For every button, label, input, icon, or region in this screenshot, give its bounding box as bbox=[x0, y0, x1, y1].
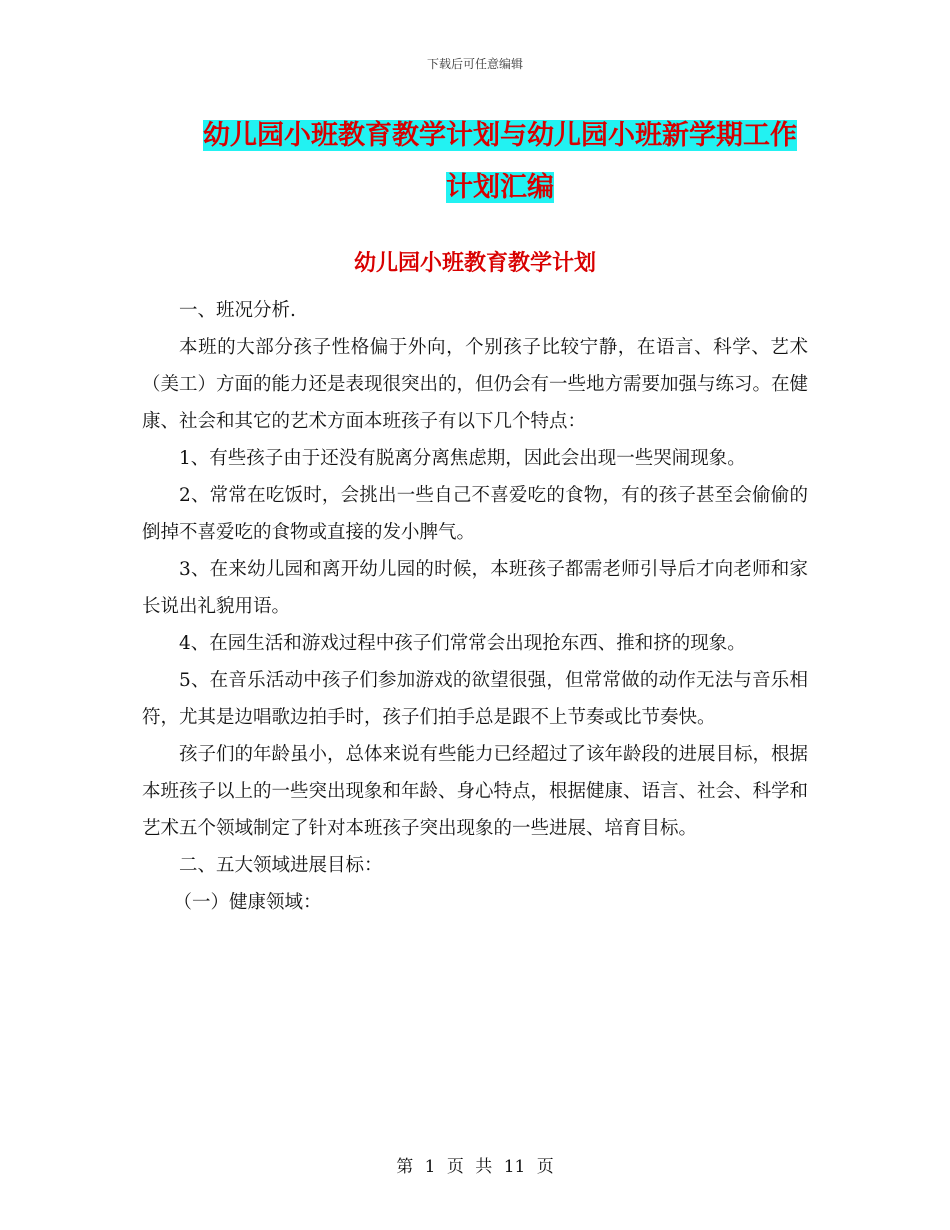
paragraph-trait-2: 2、常常在吃饭时，会挑出一些自己不喜爱吃的食物，有的孩子甚至会偷偷的倒掉不喜爱吃的食物或直接的发小脾气。 bbox=[142, 485, 808, 543]
section-title: 幼儿园小班教育教学计划 bbox=[353, 251, 596, 276]
paragraph-class-overview: 本班的大部分孩子性格偏于外向，个别孩子比较宁静，在语言、科学、艺术（美工）方面的能力还是表现很突出的，但仍会有一些地方需要加强与练习。在健康、社会和其它的艺术方面本班孩子有以下几个特点： bbox=[142, 337, 809, 432]
document-title bbox=[190, 110, 810, 214]
paragraph-summary: 孩子们的年龄虽小，总体来说有些能力已经超过了该年龄段的进展目标，根据本班孩子以上的一些突出现象和年龄、身心特点，根据健康、语言、社会、科学和艺术五个领域制定了针对本班孩子突出现象的一些进展、培育目标。 bbox=[142, 744, 809, 839]
paragraph-health-domain-heading: （一）健康领域： bbox=[173, 892, 322, 913]
paragraph-trait-1: 1、有些孩子由于还没有脱离分离焦虑期，因此会出现一些哭闹现象。 bbox=[179, 448, 746, 469]
page-number-footer: 第 1 页 共 11 页 bbox=[396, 1157, 554, 1177]
paragraph-trait-4: 4、在园生活和游戏过程中孩子们常常会出现抢东西、推和挤的现象。 bbox=[179, 633, 746, 654]
paragraph-goals-heading: 二、五大领域进展目标： bbox=[179, 855, 383, 876]
paragraph-trait-5: 5、在音乐活动中孩子们参加游戏的欲望很强，但常常做的动作无法与音乐相符，尤其是边唱歌边拍手时，孩子们拍手总是跟不上节奏或比节奏快。 bbox=[142, 670, 808, 728]
document-body bbox=[142, 292, 808, 921]
paragraph-trait-3: 3、在来幼儿园和离开幼儿园的时候，本班孩子都需老师引导后才向老师和家长说出礼貌用语。 bbox=[142, 559, 808, 617]
document-title-text: 幼儿园小班教育教学计划与幼儿园小班新学期工作计划汇编 bbox=[203, 120, 797, 203]
header-note: 下载后可任意编辑 bbox=[426, 57, 523, 71]
paragraph-class-analysis-heading: 一、班况分析. bbox=[179, 300, 296, 321]
